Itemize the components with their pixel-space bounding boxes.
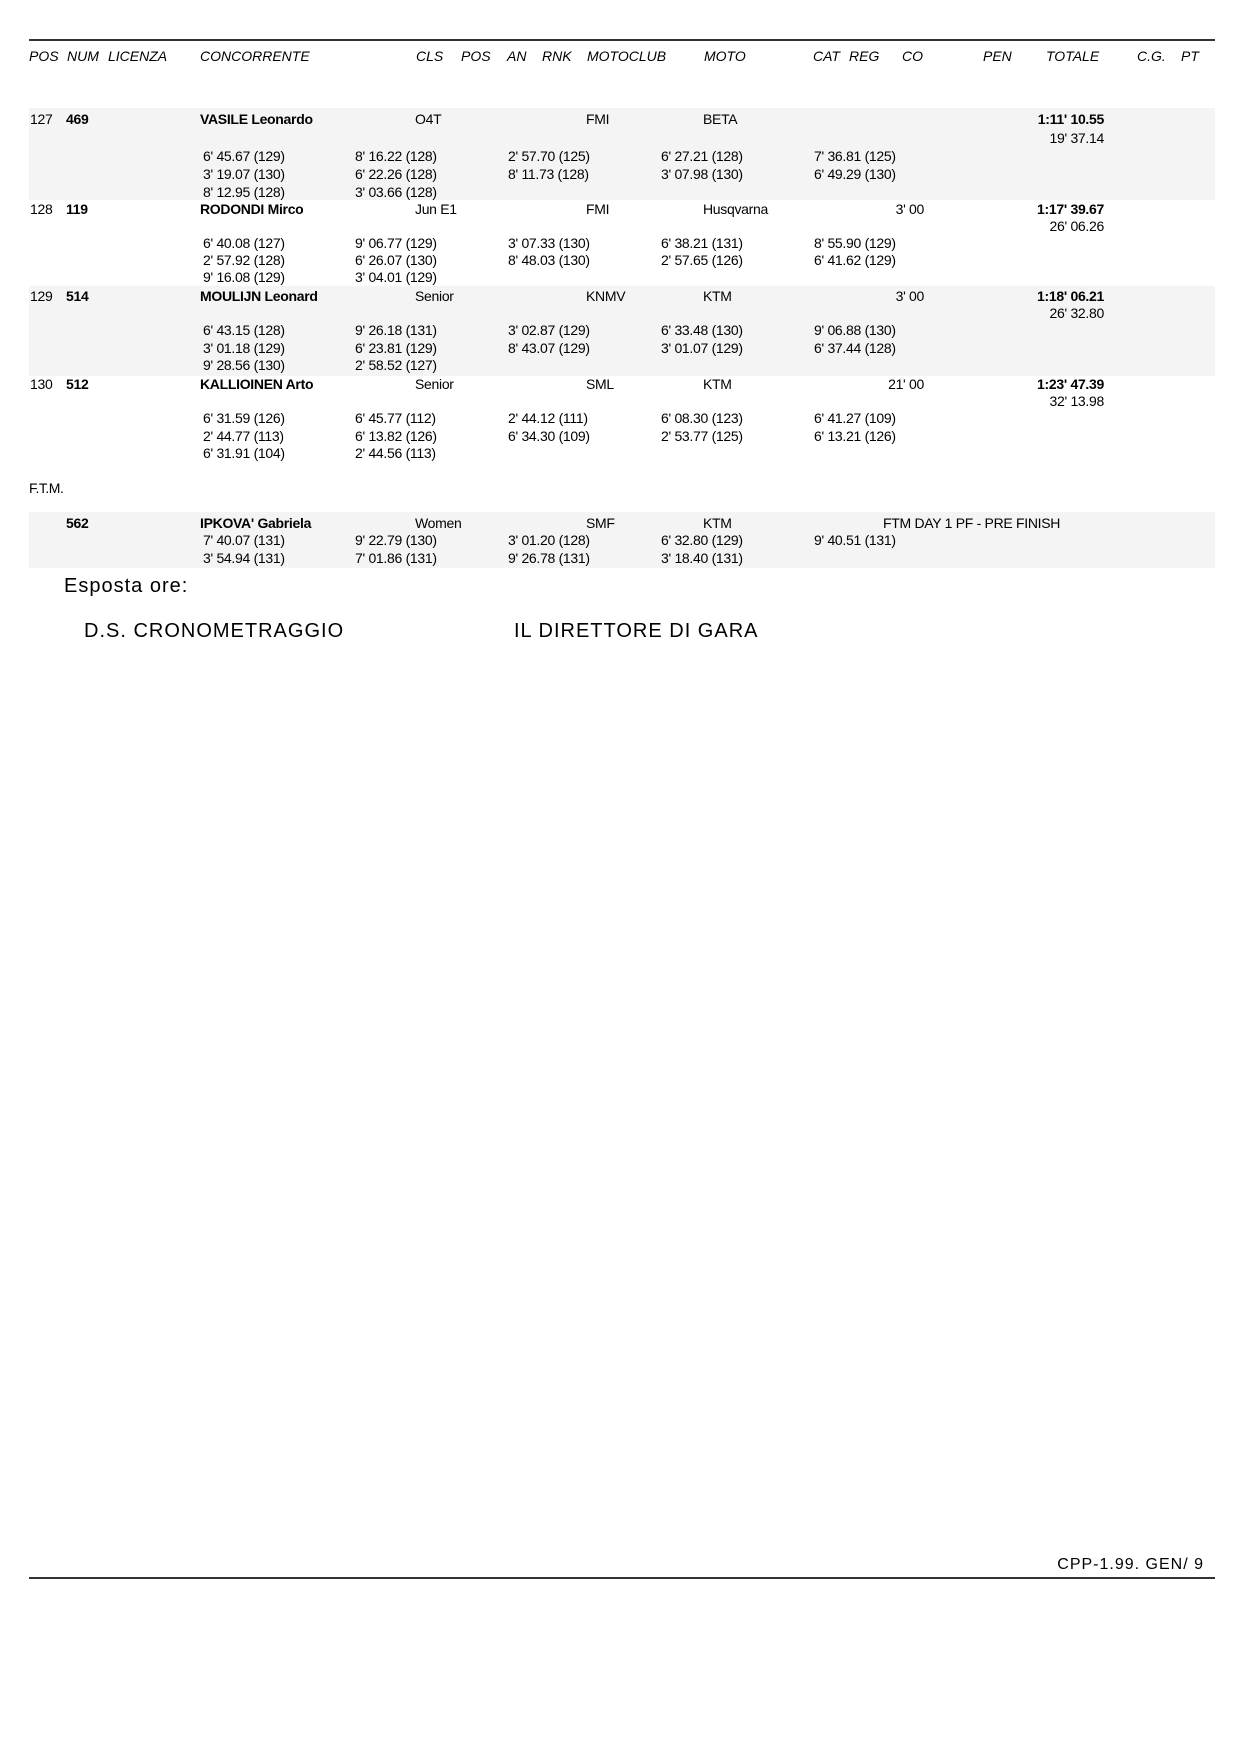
col-concorrente: CONCORRENTE: [200, 48, 310, 64]
entry-pos: 130: [30, 376, 53, 392]
col-co: CO: [902, 48, 923, 64]
lap-time: 3' 03.66 (128): [355, 184, 437, 200]
col-licenza: LICENZA: [108, 48, 168, 64]
lap-time: 3' 19.07 (130): [203, 166, 285, 182]
entry-total: 1:11' 10.55: [1037, 111, 1104, 127]
lap-time: 6' 26.07 (130): [355, 252, 437, 268]
lap-time: 6' 38.21 (131): [661, 235, 743, 251]
lap-time: 9' 28.56 (130): [203, 357, 285, 373]
col-rnk: RNK: [542, 48, 572, 64]
entry-num: 514: [66, 288, 89, 304]
lap-time: 8' 11.73 (128): [508, 166, 589, 182]
entry-cls: Women: [415, 515, 462, 531]
signature-direttore: IL DIRETTORE DI GARA: [514, 620, 759, 642]
entry-num: 512: [66, 376, 89, 392]
lap-time: 9' 26.18 (131): [355, 322, 437, 338]
entry-total: 1:17' 39.67: [1037, 201, 1104, 217]
lap-time: 2' 57.70 (125): [508, 148, 590, 164]
lap-time: 3' 04.01 (129): [355, 269, 437, 285]
entry-motoclub: SMF: [586, 515, 615, 531]
entry-name: VASILE Leonardo: [200, 111, 313, 127]
entry-penalty: 3' 00: [895, 288, 924, 304]
col-an: AN: [507, 48, 527, 64]
lap-time: 6' 37.44 (128): [814, 340, 896, 356]
col-cg: C.G.: [1137, 48, 1166, 64]
col-cls: CLS: [416, 48, 444, 64]
entry-name: RODONDI Mirco: [200, 201, 304, 217]
entry-pos: 128: [30, 201, 53, 217]
entry-penalty: 21' 00: [888, 376, 924, 392]
entry-num: 119: [66, 201, 88, 217]
col-pt: PT: [1181, 48, 1199, 64]
entry-gap: 19' 37.14: [1049, 130, 1104, 146]
lap-time: 9' 40.51 (131): [814, 532, 896, 548]
lap-time: 6' 33.48 (130): [661, 322, 743, 338]
lap-time: 2' 44.77 (113): [203, 428, 284, 444]
lap-time: 6' 31.59 (126): [203, 410, 285, 426]
lap-time: 6' 27.21 (128): [661, 148, 743, 164]
entry-cls: Senior: [415, 288, 454, 304]
lap-time: 6' 45.77 (112): [355, 410, 436, 426]
col-pos: POS: [29, 48, 59, 64]
lap-time: 3' 18.40 (131): [661, 550, 743, 566]
lap-time: 2' 44.12 (111): [508, 410, 588, 426]
col-pen: PEN: [983, 48, 1012, 64]
lap-time: 9' 06.77 (129): [355, 235, 437, 251]
lap-time: 3' 01.20 (128): [508, 532, 590, 548]
entry-status: FTM DAY 1 PF - PRE FINISH: [883, 515, 1061, 531]
col-reg: REG: [849, 48, 880, 64]
entry-name: KALLIOINEN Arto: [200, 376, 314, 392]
lap-time: 2' 53.77 (125): [661, 428, 743, 444]
col-num: NUM: [67, 48, 99, 64]
lap-time: 9' 06.88 (130): [814, 322, 896, 338]
entry-cls: Jun E1: [415, 201, 457, 217]
entry-gap: 26' 32.80: [1049, 305, 1104, 321]
col-pos-class: POS: [461, 48, 491, 64]
entry-num: 562: [66, 515, 89, 531]
lap-time: 6' 34.30 (109): [508, 428, 590, 444]
col-totale: TOTALE: [1046, 48, 1100, 64]
lap-time: 3' 02.87 (129): [508, 322, 590, 338]
lap-time: 6' 43.15 (128): [203, 322, 285, 338]
entry-cls: Senior: [415, 376, 454, 392]
entry-total: 1:18' 06.21: [1037, 288, 1104, 304]
entry-moto: KTM: [703, 515, 732, 531]
entry-penalty: 3' 00: [895, 201, 924, 217]
entry-moto: BETA: [703, 111, 738, 127]
entry-moto: KTM: [703, 288, 732, 304]
lap-time: 6' 41.62 (129): [814, 252, 896, 268]
lap-time: 6' 23.81 (129): [355, 340, 437, 356]
entry-name: IPKOVA' Gabriela: [200, 515, 312, 531]
entry-motoclub: SML: [586, 376, 614, 392]
lap-time: 9' 16.08 (129): [203, 269, 285, 285]
lap-time: 3' 54.94 (131): [203, 550, 285, 566]
lap-time: 3' 07.33 (130): [508, 235, 590, 251]
lap-time: 6' 31.91 (104): [203, 445, 285, 461]
entry-num: 469: [66, 111, 89, 127]
entry-motoclub: FMI: [586, 111, 610, 127]
lap-time: 6' 45.67 (129): [203, 148, 285, 164]
lap-time: 6' 49.29 (130): [814, 166, 896, 182]
lap-time: 8' 55.90 (129): [814, 235, 896, 251]
lap-time: 3' 07.98 (130): [661, 166, 743, 182]
lap-time: 7' 40.07 (131): [203, 532, 285, 548]
lap-time: 6' 40.08 (127): [203, 235, 285, 251]
lap-time: 8' 12.95 (128): [203, 184, 285, 200]
entry-moto: KTM: [703, 376, 732, 392]
lap-time: 2' 58.52 (127): [355, 357, 437, 373]
lap-time: 6' 41.27 (109): [814, 410, 896, 426]
bottom-rule: [29, 1577, 1215, 1579]
entry-name: MOULIJN Leonard: [200, 288, 318, 304]
entry-motoclub: KNMV: [586, 288, 626, 304]
entry-motoclub: FMI: [586, 201, 610, 217]
lap-time: 2' 57.65 (126): [661, 252, 743, 268]
entry-moto: Husqvarna: [703, 201, 769, 217]
lap-time: 6' 13.21 (126): [814, 428, 896, 444]
lap-time: 8' 16.22 (128): [355, 148, 437, 164]
lap-time: 2' 44.56 (113): [355, 445, 436, 461]
esposta-ore-label: Esposta ore:: [64, 575, 189, 597]
signature-cronometraggio: D.S. CRONOMETRAGGIO: [84, 620, 345, 642]
lap-time: 7' 36.81 (125): [814, 148, 896, 164]
lap-time: 9' 22.79 (130): [355, 532, 437, 548]
col-motoclub: MOTOCLUB: [587, 48, 667, 64]
lap-time: 6' 22.26 (128): [355, 166, 437, 182]
entry-pos: 129: [30, 288, 53, 304]
lap-time: 8' 43.07 (129): [508, 340, 590, 356]
footer-code: CPP-1.99. GEN/ 9: [1057, 1556, 1204, 1573]
entry-pos: 127: [30, 111, 53, 127]
col-moto: MOTO: [704, 48, 746, 64]
entry-gap: 32' 13.98: [1049, 393, 1104, 409]
lap-time: 8' 48.03 (130): [508, 252, 590, 268]
entry-total: 1:23' 47.39: [1037, 376, 1104, 392]
ftm-section-label: F.T.M.: [29, 480, 64, 496]
lap-time: 3' 01.18 (129): [203, 340, 285, 356]
lap-time: 6' 13.82 (126): [355, 428, 437, 444]
entry-gap: 26' 06.26: [1049, 218, 1104, 234]
top-rule: [29, 39, 1215, 41]
col-cat: CAT: [813, 48, 840, 64]
entry-cls: O4T: [415, 111, 442, 127]
lap-time: 7' 01.86 (131): [355, 550, 437, 566]
lap-time: 3' 01.07 (129): [661, 340, 743, 356]
lap-time: 9' 26.78 (131): [508, 550, 590, 566]
lap-time: 2' 57.92 (128): [203, 252, 285, 268]
lap-time: 6' 08.30 (123): [661, 410, 743, 426]
lap-time: 6' 32.80 (129): [661, 532, 743, 548]
